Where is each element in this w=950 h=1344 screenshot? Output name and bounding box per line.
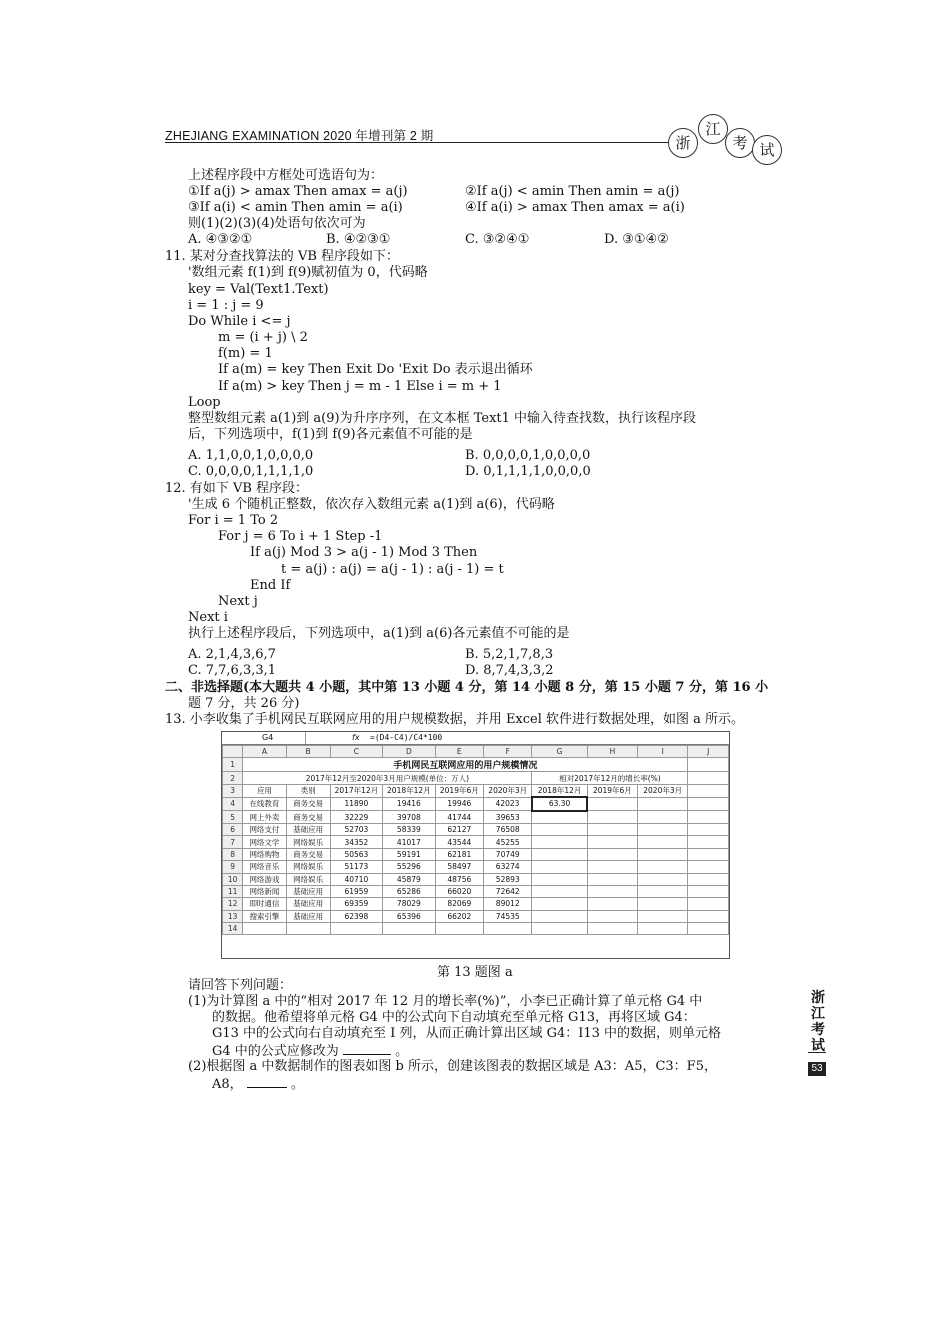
table-row: [223, 758, 729, 772]
q11-code-line: If a(m) = key Then Exit Do 'Exit Do 表示退出循环: [218, 362, 533, 377]
cell: [587, 797, 637, 810]
cell: 70749: [484, 848, 532, 860]
cell: 基础应用: [286, 885, 330, 897]
cell: 39708: [383, 811, 435, 824]
empty-cell: [688, 758, 729, 772]
cell: [688, 823, 729, 835]
q13-ask: 请回答下列问题：: [188, 978, 293, 993]
q12-stem: 12. 有如下 VB 程序段：: [165, 481, 309, 496]
cell: 61959: [330, 885, 382, 897]
cell: 63274: [484, 861, 532, 873]
cell: [587, 861, 637, 873]
q10-s3: ③If a(i) < amin Then amin = a(i): [188, 200, 403, 215]
cell: 41744: [435, 811, 483, 824]
q10-option-a: A. ④③②①: [188, 232, 253, 247]
row-number: 10: [223, 873, 243, 885]
cell: [638, 898, 688, 910]
q11-option-c: C. 0,0,0,0,1,1,1,1,0: [188, 464, 314, 479]
answer-blank-1[interactable]: [343, 1042, 391, 1055]
cell: 网络新闻: [243, 885, 286, 897]
table-row: [223, 873, 729, 885]
q12-code-line: For j = 6 To i + 1 Step -1: [218, 529, 383, 544]
cell: [330, 923, 382, 935]
cell: 55296: [383, 861, 435, 873]
table-row: [223, 836, 729, 848]
cell: [638, 848, 688, 860]
cell: [532, 811, 587, 824]
q12-option-d: D. 8,7,4,3,3,2: [465, 663, 554, 678]
cell: [688, 861, 729, 873]
cell: [638, 873, 688, 885]
cell: 网络文学: [243, 836, 286, 848]
row-number: 6: [223, 823, 243, 835]
cell: 62127: [435, 823, 483, 835]
answer-blank-2[interactable]: [247, 1075, 287, 1088]
cell: 39653: [484, 811, 532, 824]
q11-option-d: D. 0,1,1,1,1,0,0,0,0: [465, 464, 591, 479]
table-row: [223, 823, 729, 835]
q10-s2: ②If a(j) < amin Then amin = a(j): [465, 184, 680, 199]
cell: 基础应用: [286, 898, 330, 910]
col-letter: D: [383, 746, 435, 758]
column-header-row: [223, 746, 729, 758]
cell: 32229: [330, 811, 382, 824]
cell: [638, 923, 688, 935]
col-letter: C: [330, 746, 382, 758]
q12-desc: 执行上述程序段后，下列选项中，a(1)到 a(6)各元素值不可能的是: [188, 626, 570, 641]
cell: [688, 836, 729, 848]
logo-char-3: 考: [725, 128, 755, 158]
cell: 89012: [484, 898, 532, 910]
header-cell: 2020年3月: [638, 784, 688, 797]
cell: [532, 836, 587, 848]
cell: [638, 836, 688, 848]
sheet-title: 手机网民互联网应用的用户规模情况: [243, 758, 688, 772]
cell: 网络娱乐: [286, 873, 330, 885]
cell: 网上外卖: [243, 811, 286, 824]
end-mark: 。: [290, 1077, 304, 1092]
header-cell: 2019年6月: [587, 784, 637, 797]
cell: 45879: [383, 873, 435, 885]
empty-cell: [688, 784, 729, 797]
cell: [638, 823, 688, 835]
header-cell: 2018年12月: [383, 784, 435, 797]
q12-option-b: B. 5,2,1,7,8,3: [465, 647, 554, 662]
q10-intro: 上述程序段中方框处可选语句为：: [188, 168, 384, 183]
side-label: 浙江考试: [811, 990, 825, 1054]
table-row: [223, 923, 729, 935]
row-number: 5: [223, 811, 243, 824]
cell: 50563: [330, 848, 382, 860]
header-cell: 2020年3月: [484, 784, 532, 797]
cell: [383, 923, 435, 935]
cell: 65396: [383, 910, 435, 922]
table-row: [223, 784, 729, 797]
q10-s4: ④If a(i) > amax Then amax = a(i): [465, 200, 685, 215]
cell: [532, 923, 587, 935]
col-letter: J: [688, 746, 729, 758]
row-number: 14: [223, 923, 243, 935]
q11-code-line: Loop: [188, 395, 221, 410]
cell: [587, 923, 637, 935]
cell: 82069: [435, 898, 483, 910]
row-number: 1: [223, 758, 243, 772]
cell: [688, 923, 729, 935]
q13-p2-text: A8，: [212, 1077, 243, 1092]
figure-caption: 第 13 题图 a: [437, 965, 513, 980]
q12-option-a: A. 2,1,4,3,6,7: [188, 647, 276, 662]
q13-p1-text: G4 中的公式应修改为: [212, 1044, 339, 1059]
logo-char-2: 江: [698, 114, 728, 144]
cell: 网络娱乐: [286, 836, 330, 848]
page-number: 53: [808, 1062, 826, 1076]
q12-code-line: For i = 1 To 2: [188, 513, 279, 528]
table-row: [223, 885, 729, 897]
header-cell: 2018年12月: [532, 784, 587, 797]
cell: 19416: [383, 797, 435, 810]
fx-icon: fx: [352, 733, 360, 742]
q12-code-line: If a(j) Mod 3 > a(j - 1) Mod 3 Then: [250, 545, 478, 560]
q11-code-line: '数组元素 f(1)到 f(9)赋初值为 0，代码略: [188, 265, 428, 280]
cell-g4-selected: 63.30: [532, 797, 587, 810]
cell: 62181: [435, 848, 483, 860]
end-mark: 。: [395, 1044, 409, 1059]
col-letter: H: [587, 746, 637, 758]
q10-s1: ①If a(j) > amax Then amax = a(j): [188, 184, 408, 199]
cell: [532, 873, 587, 885]
cell: [688, 898, 729, 910]
q11-code-line: m = (i + j) \ 2: [218, 330, 308, 345]
cell: 网络购物: [243, 848, 286, 860]
q12-code-line: Next i: [188, 610, 228, 625]
table-row: [223, 898, 729, 910]
q10-order: 则(1)(2)(3)(4)处语句依次可为: [188, 216, 366, 231]
table-row: [223, 772, 729, 784]
empty-cell: [688, 772, 729, 784]
cell: 34352: [330, 836, 382, 848]
cell: 48756: [435, 873, 483, 885]
cell: 网络音乐: [243, 861, 286, 873]
col-letter: B: [286, 746, 330, 758]
cell: 72642: [484, 885, 532, 897]
cell: [688, 811, 729, 824]
cell: [638, 885, 688, 897]
q10-option-d: D. ③①④②: [604, 232, 669, 247]
col-letter: E: [435, 746, 483, 758]
cell: 62398: [330, 910, 382, 922]
cell: 网络支付: [243, 823, 286, 835]
cell: [587, 910, 637, 922]
header-cell: 类别: [286, 784, 330, 797]
col-letter: I: [638, 746, 688, 758]
q12-code-line: t = a(j) : a(j) = a(j - 1) : a(j - 1) = t: [281, 562, 504, 577]
cell: [587, 885, 637, 897]
cell: 基础应用: [286, 910, 330, 922]
header-cell: 应用: [243, 784, 286, 797]
subheader-right: 相对2017年12月的增长率(%): [532, 772, 688, 784]
q12-option-c: C. 7,7,6,3,3,1: [188, 663, 277, 678]
cell: [638, 797, 688, 810]
cell: [638, 861, 688, 873]
logo-char-1: 浙: [668, 128, 698, 158]
q12-code-line: '生成 6 个随机正整数，依次存入数组元素 a(1)到 a(6)，代码略: [188, 497, 555, 512]
cell: [688, 848, 729, 860]
cell: [688, 885, 729, 897]
cell: [484, 923, 532, 935]
subheader-left: 2017年12月至2020年3月用户规模(单位：万人): [243, 772, 532, 784]
q12-code-line: Next j: [218, 594, 258, 609]
cell: 即时通信: [243, 898, 286, 910]
row-number: 3: [223, 784, 243, 797]
cell: [638, 910, 688, 922]
side-divider: [808, 1052, 826, 1053]
q11-code-line: f(m) = 1: [218, 346, 273, 361]
col-letter: A: [243, 746, 286, 758]
q11-code-line: i = 1 : j = 9: [188, 298, 264, 313]
row-number: 2: [223, 772, 243, 784]
corner-cell: [223, 746, 243, 758]
cell: 商务交易: [286, 848, 330, 860]
cell: 45255: [484, 836, 532, 848]
journal-header: ZHEJIANG EXAMINATION 2020 年增刊第 2 期: [165, 129, 434, 143]
cell: [286, 923, 330, 935]
cell: 76508: [484, 823, 532, 835]
cell: [587, 823, 637, 835]
row-number: 7: [223, 836, 243, 848]
row-number: 13: [223, 910, 243, 922]
cell: 52703: [330, 823, 382, 835]
cell: 58339: [383, 823, 435, 835]
formula-text: =(D4-C4)/C4*100: [370, 733, 443, 742]
cell: [688, 910, 729, 922]
cell: 66020: [435, 885, 483, 897]
q13-p1-line3: G13 中的公式向右自动填充至 I 列，从而正确计算出区域 G4：I13 中的数据，则单元格: [212, 1026, 722, 1041]
q10-option-b: B. ④②③①: [326, 232, 391, 247]
header-cell: 2017年12月: [330, 784, 382, 797]
cell: [688, 797, 729, 810]
cell: 74535: [484, 910, 532, 922]
q13-stem: 13. 小李收集了手机网民互联网应用的用户规模数据，并用 Excel 软件进行数据处理，如图 a 所示。: [165, 712, 745, 727]
cell: [532, 848, 587, 860]
row-number: 8: [223, 848, 243, 860]
cell: [532, 910, 587, 922]
cell: [532, 898, 587, 910]
header-cell: 2019年6月: [435, 784, 483, 797]
col-letter: G: [532, 746, 587, 758]
row-number: 12: [223, 898, 243, 910]
cell: 40710: [330, 873, 382, 885]
q12-code-line: End If: [250, 578, 291, 593]
q13-p2-line1: (2)根据图 a 中数据制作的图表如图 b 所示，创建该图表的数据区域是 A3：A5，C3：F5，: [188, 1059, 717, 1074]
q11-option-a: A. 1,1,0,0,1,0,0,0,0: [188, 448, 314, 463]
cell: [532, 861, 587, 873]
q11-desc-2: 后，下列选项中，f(1)到 f(9)各元素值不可能的是: [188, 427, 473, 442]
cell: [587, 836, 637, 848]
table-row: [223, 797, 729, 810]
cell: 58497: [435, 861, 483, 873]
row-number: 4: [223, 797, 243, 810]
q11-desc-1: 整型数组元素 a(1)到 a(9)为升序序列，在文本框 Text1 中输入待查找数，执行该程序段: [188, 411, 697, 426]
q13-p1-line1: (1)为计算图 a 中的“相对 2017 年 12 月的增长率(%)”，小李已正确计算了单元格 G4 中: [188, 994, 703, 1009]
q10-option-c: C. ③②④①: [465, 232, 530, 247]
q11-code-line: Do While i <= j: [188, 314, 291, 329]
cell: [587, 873, 637, 885]
cell: 42023: [484, 797, 532, 810]
header-rule: [165, 142, 680, 143]
cell: 65286: [383, 885, 435, 897]
cell: 69359: [330, 898, 382, 910]
formula-bar: [222, 732, 729, 745]
cell: [435, 923, 483, 935]
cell: [587, 898, 637, 910]
cell: [532, 885, 587, 897]
name-box: G4: [226, 732, 306, 744]
table-row: [223, 811, 729, 824]
logo-char-4: 试: [752, 135, 782, 165]
cell: [532, 823, 587, 835]
table-row: [223, 848, 729, 860]
cell: 78029: [383, 898, 435, 910]
cell: [243, 923, 286, 935]
col-letter: F: [484, 746, 532, 758]
table-row: [223, 861, 729, 873]
cell: 搜索引擎: [243, 910, 286, 922]
q11-code-line: If a(m) > key Then j = m - 1 Else i = m + 1: [218, 379, 502, 394]
section2-heading: 二、非选择题(本大题共 4 小题，其中第 13 小题 4 分，第 14 小题 8 分，第 15 小题 7 分，第 16 小: [165, 680, 769, 695]
cell: 51173: [330, 861, 382, 873]
row-number: 11: [223, 885, 243, 897]
q11-option-b: B. 0,0,0,0,1,0,0,0,0: [465, 448, 591, 463]
cell: 商务交易: [286, 797, 330, 810]
cell: 基础应用: [286, 823, 330, 835]
cell: 52893: [484, 873, 532, 885]
cell: 商务交易: [286, 811, 330, 824]
cell: 在线教育: [243, 797, 286, 810]
sheet-grid: [222, 745, 729, 935]
cell: [587, 848, 637, 860]
cell: 59191: [383, 848, 435, 860]
row-number: 9: [223, 861, 243, 873]
section2-heading-cont: 题 7 分，共 26 分): [188, 696, 300, 711]
cell: 网络娱乐: [286, 861, 330, 873]
excel-screenshot: [221, 731, 730, 959]
cell: 66202: [435, 910, 483, 922]
table-row: [223, 910, 729, 922]
cell: [587, 811, 637, 824]
cell: 网络游戏: [243, 873, 286, 885]
cell: 43544: [435, 836, 483, 848]
cell: [638, 811, 688, 824]
cell: [688, 873, 729, 885]
cell: 11890: [330, 797, 382, 810]
cell: 19946: [435, 797, 483, 810]
cell: 41017: [383, 836, 435, 848]
q13-p1-line4: [212, 1042, 408, 1060]
q13-p2-line2: [212, 1075, 304, 1093]
q11-stem: 11. 某对分查找算法的 VB 程序段如下：: [165, 249, 400, 264]
q11-code-line: key = Val(Text1.Text): [188, 282, 329, 297]
q13-p1-line2: 的数据。他希望将单元格 G4 中的公式向下自动填充至单元格 G13，再将区域 G4：: [212, 1010, 696, 1025]
